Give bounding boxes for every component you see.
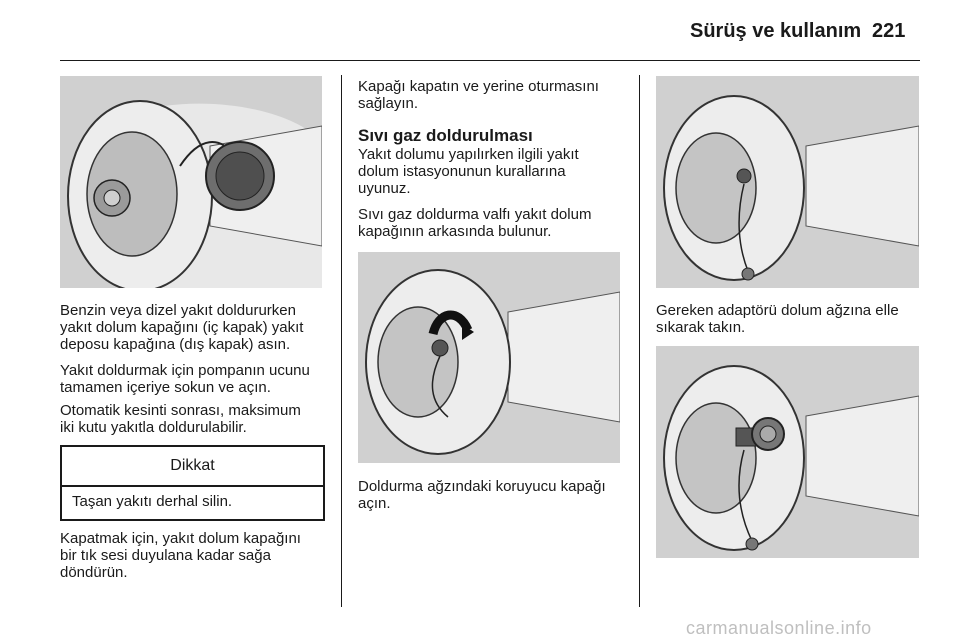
figure-fuel-cap-open: [60, 76, 322, 288]
notice-title: Dikkat: [62, 447, 323, 487]
paragraph-4: Kapatmak için, yakıt dolum kapağını bir tık sesi duyulana kadar sağa döndürün.: [60, 530, 301, 581]
section-heading: Sıvı gaz doldurulması: [358, 126, 533, 145]
adapter-illustration: [656, 346, 919, 558]
paragraph-1: Benzin veya dizel yakıt doldururken yakıt dolum kapağını (iç kapak) yakıt deposu kapağına (dış kapak) asın.: [60, 302, 304, 353]
figure-cap-hanging: [656, 76, 919, 288]
fuel-cap-illustration: [60, 76, 322, 288]
notice-box: [60, 445, 325, 521]
paragraph-8: Doldurma ağzındaki koruyucu kapağı açın.: [358, 478, 606, 512]
paragraph-9: Gereken adaptörü dolum ağzına elle sıkarak takın.: [656, 302, 899, 336]
figure-adapter: [656, 346, 919, 558]
column-divider-2: [639, 75, 640, 607]
page-header: [0, 0, 960, 60]
header-rule: [60, 60, 920, 61]
paragraph-2: Yakıt doldurmak için pompanın ucunu tamamen içeriye sokun ve açın.: [60, 362, 310, 396]
figure-protective-cap: [358, 252, 620, 463]
paragraph-7: Sıvı gaz doldurma valfı yakıt dolum kapağının arkasında bulunur.: [358, 206, 592, 240]
paragraph-6: Yakıt dolumu yapılırken ilgili yakıt dolum istasyonunun kurallarına uyunuz.: [358, 146, 579, 197]
notice-body: Taşan yakıtı derhal silin.: [72, 493, 233, 510]
paragraph-5: Kapağı kapatın ve yerine oturmasını sağlayın.: [358, 78, 599, 112]
cap-hanging-illustration: [656, 76, 919, 288]
paragraph-3: Otomatik kesinti sonrası, maksimum iki kutu yakıtla doldurulabilir.: [60, 402, 301, 436]
page-number: 221: [872, 20, 906, 42]
watermark: carmanualsonline.info: [686, 618, 872, 638]
protective-cap-illustration: [358, 252, 620, 463]
column-divider-1: [341, 75, 342, 607]
section-title: Sürüş ve kullanım: [690, 20, 862, 42]
